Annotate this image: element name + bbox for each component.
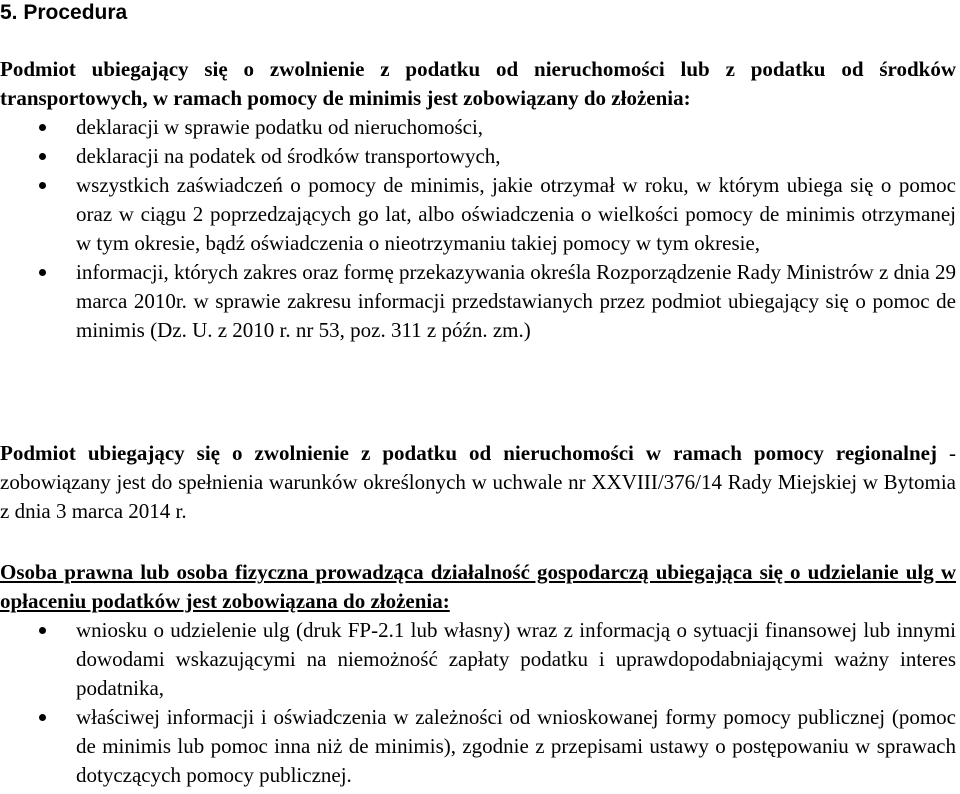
list-item-text: wniosku o udzielenie ulg (druk FP-2.1 lub własny) wraz z informacją o sytuacji finansowej lub innymi dowodami wskazującymi na niemożność zapłaty podatku i uprawdopodabniającymi ważny interes podatnika, (76, 618, 956, 700)
list-item-text: właściwej informacji i oświadczenia w zależności od wnioskowanej formy pomocy publicznej (pomoc de minimis lub pomoc inna niż de minimis), zgodnie z przepisami ustawy o postępowaniu w sprawach dotyczących pomocy publicznej. (76, 705, 956, 787)
de-minimis-requirements-list (0, 113, 956, 345)
bullet-icon (39, 124, 46, 131)
list-item (0, 113, 956, 142)
list-item (0, 258, 956, 345)
regional-aid-text: - zobowiązany jest do spełnienia warunków określonych w uchwale nr XXVIII/376/14 Rady Miejskiej w Bytomia z dnia 3 marca 2014 r. (0, 441, 956, 523)
tax-relief-section (0, 558, 956, 790)
de-minimis-section (0, 55, 956, 345)
list-item (0, 142, 956, 171)
tax-relief-intro: Osoba prawna lub osoba fizyczna prowadząca działalność gospodarczą ubiegająca się o udzielanie ulg w opłaceniu podatków jest zobowiązana do złożenia: (0, 560, 956, 613)
bullet-icon (39, 269, 46, 276)
list-item-text: wszystkich zaświadczeń o pomocy de minimis, jakie otrzymał w roku, w którym ubiega się o pomoc oraz w ciągu 2 poprzedzających go lat, albo oświadczenia o wielkości pomocy de minimis otrzymanej w tym okresie, bądź oświadczenia o nieotrzymaniu takiej pomocy w tym okresie, (76, 173, 956, 255)
list-item-text: deklaracji w sprawie podatku od nieruchomości, (76, 115, 484, 139)
regional-aid-paragraph (0, 439, 956, 526)
list-item-text: deklaracji na podatek od środków transportowych, (76, 144, 501, 168)
regional-aid-section (0, 439, 956, 526)
bullet-icon (39, 627, 46, 634)
regional-aid-bold-text: Podmiot ubiegający się o zwolnienie z podatku od nieruchomości w ramach pomocy regionalnej (0, 441, 937, 465)
bullet-icon (39, 153, 46, 160)
list-item-text: informacji, których zakres oraz formę przekazywania określa Rozporządzenie Rady Ministrów z dnia 29 marca 2010r. w sprawie zakresu informacji przedstawianych przez podmiot ubiegający się o pomoc de minimis (Dz. U. z 2010 r. nr 53, poz. 311 z późn. zm.) (76, 260, 956, 342)
section-heading: 5. Procedura (0, 1, 128, 24)
list-item (0, 616, 956, 703)
tax-relief-requirements-list (0, 616, 956, 790)
de-minimis-intro: Podmiot ubiegający się o zwolnienie z podatku od nieruchomości lub z podatku od środków transportowych, w ramach pomocy de minimis jest zobowiązany do złożenia: (0, 57, 956, 110)
bullet-icon (39, 714, 46, 721)
list-item (0, 171, 956, 258)
bullet-icon (39, 182, 46, 189)
list-item (0, 703, 956, 790)
